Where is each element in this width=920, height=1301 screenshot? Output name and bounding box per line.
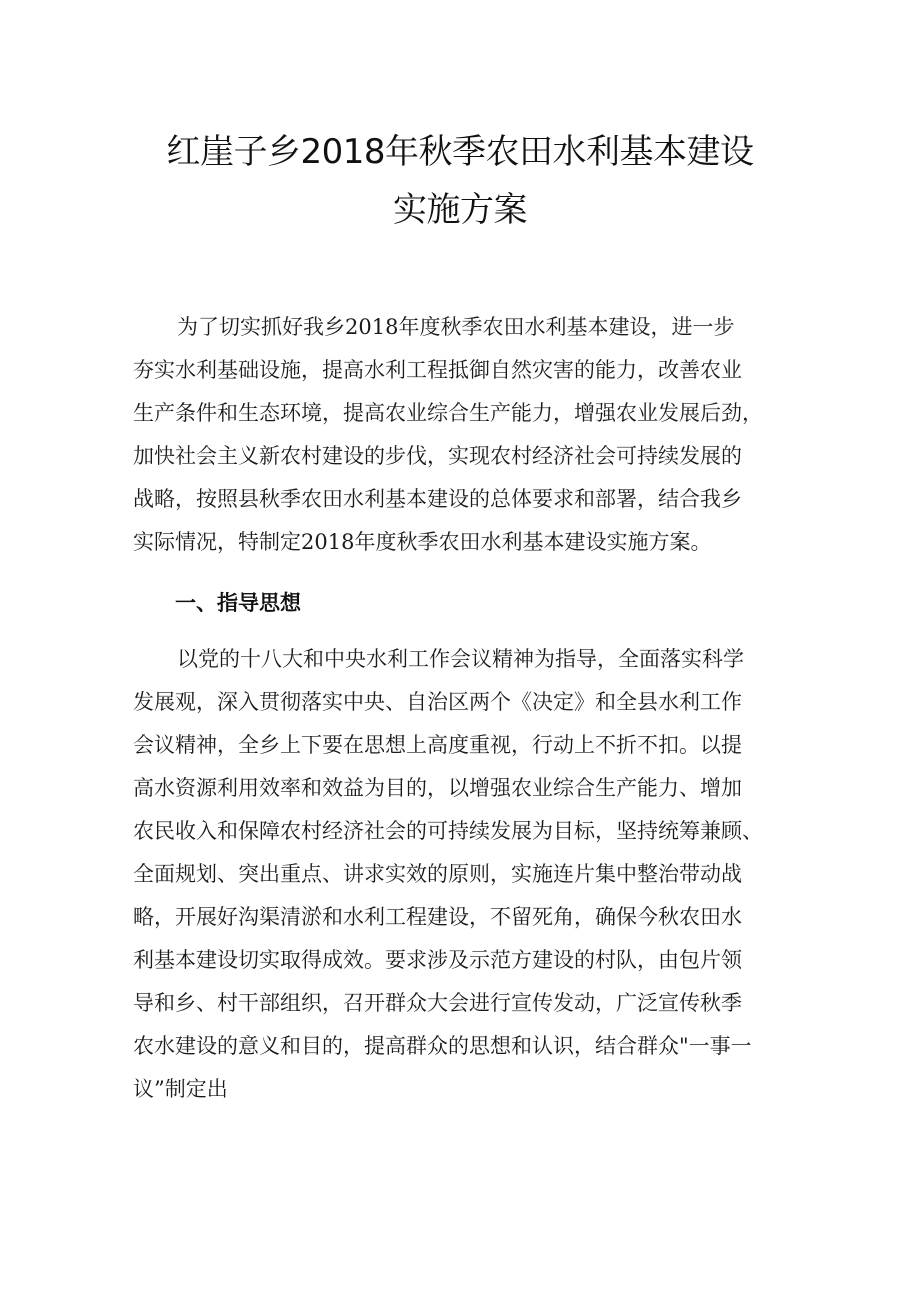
paragraph-2-line: 发展观，深入贯彻落实中央、自治区两个《决定》和全县水利工作: [133, 690, 742, 714]
paragraph-2-line: 高水资源利用效率和效益为目的，以增强农业综合生产能力、增加: [133, 776, 742, 800]
paragraph-1-line: 战略，按照县秋季农田水利基本建设的总体要求和部署，结合我乡: [133, 487, 742, 511]
document-title-line-2: 实施方案: [393, 190, 527, 230]
paragraph-1-line: 实际情况，特制定2018年度秋季农田水利基本建设实施方案。: [133, 530, 712, 554]
paragraph-2-line: 以党的十八大和中央水利工作会议精神为指导，全面落实科学: [177, 647, 744, 671]
paragraph-2-line: 议”制定出: [133, 1077, 228, 1101]
paragraph-2-line: 农民收入和保障农村经济社会的可持续发展为目标，坚持统筹兼顾、: [133, 819, 763, 843]
paragraph-2-line: 全面规划、突出重点、讲求实效的原则，实施连片集中整治带动战: [133, 862, 742, 886]
paragraph-2-line: 利基本建设切实取得成效。要求涉及示范方建设的村队，由包片领: [133, 948, 742, 972]
paragraph-1-line: 生产条件和生态环境，提高农业综合生产能力，增强农业发展后劲，: [133, 401, 763, 425]
paragraph-1-line: 加快社会主义新农村建设的步伐，实现农村经济社会可持续发展的: [133, 444, 742, 468]
document-title-line-1: 红崖子乡2018年秋季农田水利基本建设: [166, 132, 754, 172]
section-heading: 一、指导思想: [175, 591, 301, 615]
paragraph-2-line: 农水建设的意义和目的，提高群众的思想和认识，结合群众"一事一: [133, 1034, 752, 1058]
paragraph-2-line: 会议精神，全乡上下要在思想上高度重视，行动上不折不扣。以提: [133, 733, 742, 757]
paragraph-1-line: 夯实水利基础设施，提高水利工程抵御自然灾害的能力，改善农业: [133, 358, 742, 382]
paragraph-2-line: 略，开展好沟渠清淤和水利工程建设，不留死角，确保今秋农田水: [133, 905, 742, 929]
paragraph-1-line: 为了切实抓好我乡2018年度秋季农田水利基本建设，进一步: [177, 315, 735, 339]
paragraph-2-line: 导和乡、村干部组织，召开群众大会进行宣传发动，广泛宣传秋季: [133, 991, 742, 1015]
